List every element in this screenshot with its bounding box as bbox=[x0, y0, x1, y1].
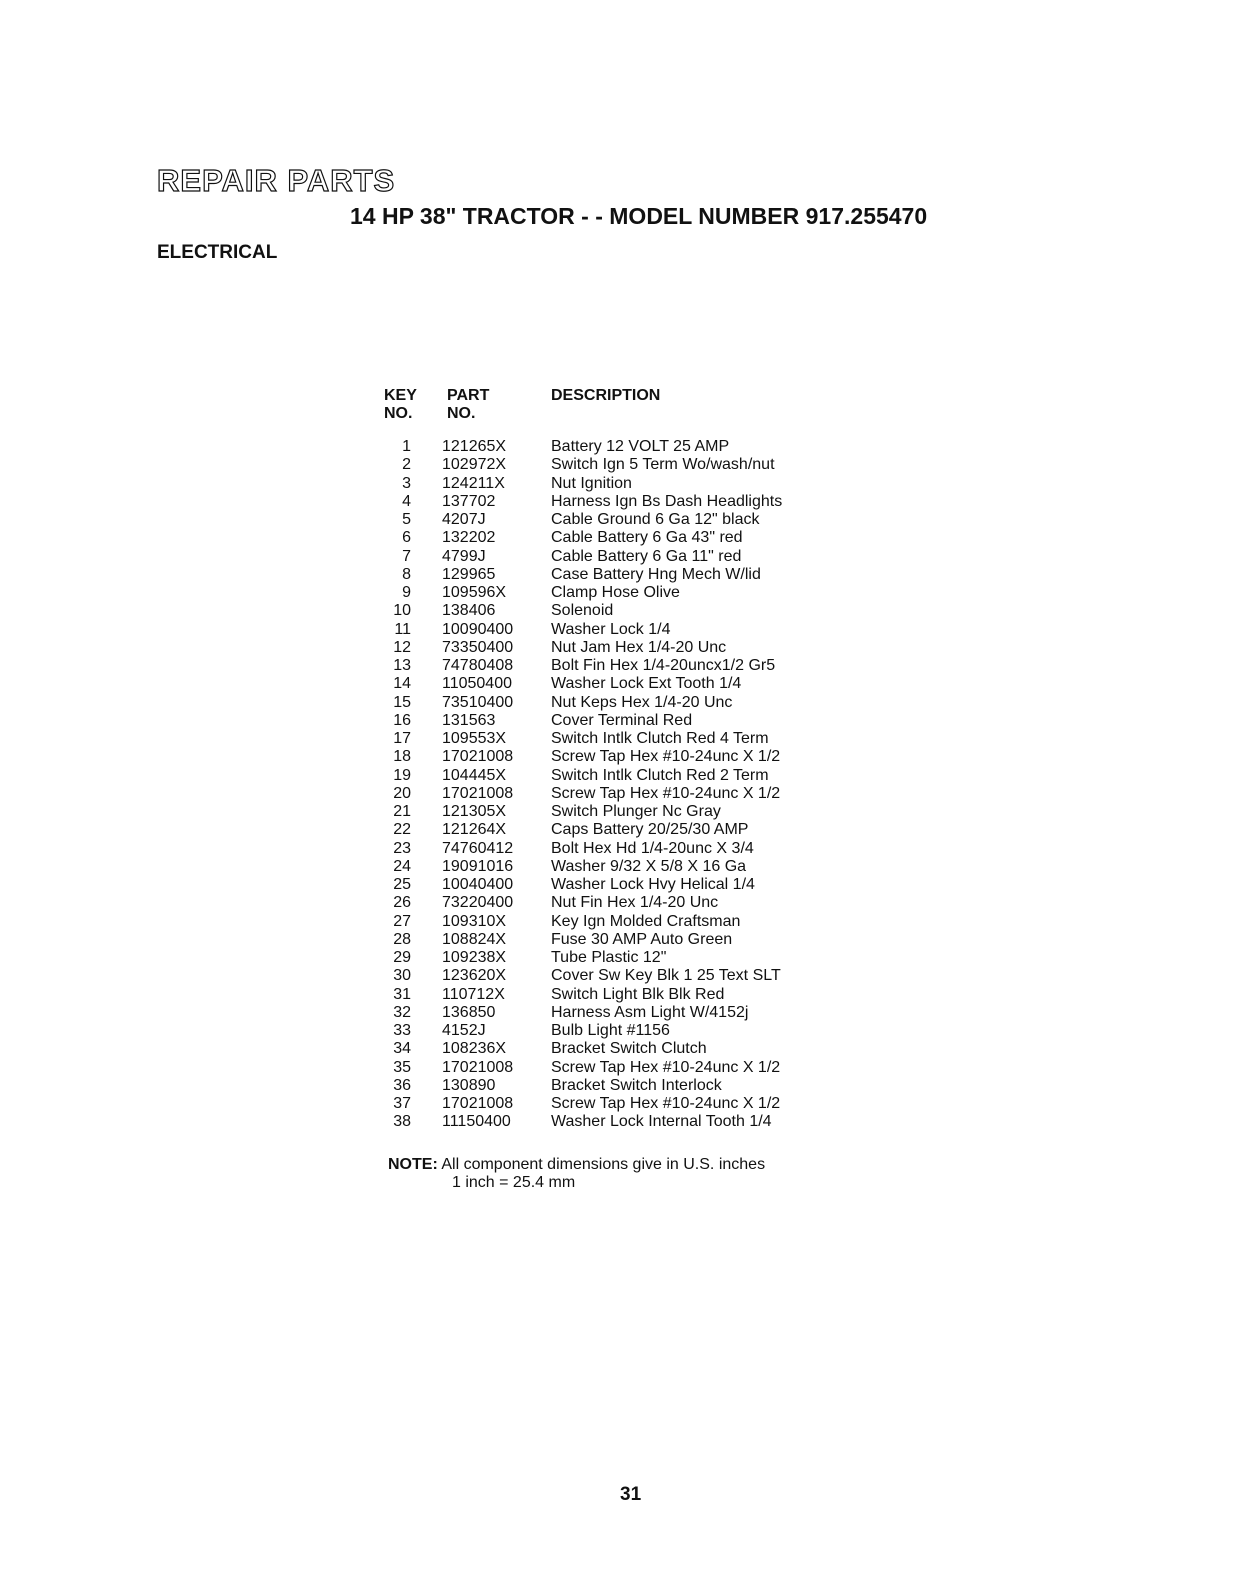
table-row bbox=[375, 986, 845, 1004]
part-number: 130890 bbox=[442, 1076, 496, 1094]
section-title: ELECTRICAL bbox=[157, 242, 278, 263]
key-number: 5 bbox=[402, 511, 411, 528]
table-row bbox=[375, 858, 845, 876]
part-description: Washer Lock Ext Tooth 1/4 bbox=[551, 675, 742, 693]
part-description: Tube Plastic 12" bbox=[551, 949, 667, 966]
part-description: Cable Battery 6 Ga 43" red bbox=[551, 529, 743, 547]
page-title: REPAIR PARTS bbox=[157, 163, 396, 198]
part-description: Cable Ground 6 Ga 12" black bbox=[551, 511, 760, 528]
key-number: 9 bbox=[402, 584, 411, 601]
part-description: Nut Ignition bbox=[551, 474, 632, 492]
key-number: 12 bbox=[393, 638, 411, 656]
model-subtitle: 14 HP 38" TRACTOR - - MODEL NUMBER 917.255470 bbox=[350, 203, 928, 229]
part-description: Bracket Switch Interlock bbox=[551, 1076, 722, 1094]
part-description: Harness Asm Light W/4152j bbox=[551, 1003, 749, 1021]
key-number: 23 bbox=[393, 839, 411, 857]
column-header-part bbox=[447, 387, 489, 423]
key-number: 34 bbox=[393, 1040, 411, 1058]
part-number: 138406 bbox=[442, 602, 496, 620]
part-description: Switch Plunger Nc Gray bbox=[551, 803, 721, 820]
part-number: 121264X bbox=[442, 821, 507, 839]
column-header-description: DESCRIPTION bbox=[551, 387, 661, 404]
part-description: Harness Ign Bs Dash Headlights bbox=[551, 492, 783, 510]
table-row bbox=[375, 894, 845, 912]
part-number: 109553X bbox=[442, 730, 507, 747]
part-number: 110712X bbox=[442, 985, 505, 1003]
key-number: 1 bbox=[402, 438, 411, 455]
part-number: 123620X bbox=[442, 967, 507, 985]
key-number: 14 bbox=[393, 675, 411, 693]
part-description: Switch Intlk Clutch Red 4 Term bbox=[551, 730, 769, 747]
column-header-part-line2: NO. bbox=[447, 405, 476, 422]
part-description: Nut Keps Hex 1/4-20 Unc bbox=[551, 693, 733, 711]
table-row bbox=[375, 1004, 845, 1022]
part-description: Screw Tap Hex #10-24unc X 1/2 bbox=[551, 1095, 781, 1112]
part-description: Cover Sw Key Blk 1 25 Text SLT bbox=[551, 967, 781, 985]
key-number: 25 bbox=[393, 876, 411, 893]
table-row bbox=[375, 548, 845, 566]
part-number: 131563 bbox=[442, 711, 496, 729]
part-number: 109596X bbox=[442, 584, 507, 601]
part-number: 104445X bbox=[442, 766, 507, 784]
key-number: 19 bbox=[393, 766, 411, 784]
key-number: 37 bbox=[393, 1095, 411, 1112]
table-row bbox=[375, 767, 845, 785]
table-row bbox=[375, 511, 845, 529]
part-description: Washer 9/32 X 5/8 X 16 Ga bbox=[551, 857, 747, 875]
table-row bbox=[375, 584, 845, 602]
key-number: 13 bbox=[393, 657, 411, 674]
key-number: 6 bbox=[402, 529, 411, 547]
note-line2: 1 inch = 25.4 mm bbox=[452, 1174, 576, 1191]
part-number: 109238X bbox=[442, 949, 507, 966]
table-row bbox=[375, 1077, 845, 1095]
key-number: 30 bbox=[393, 967, 411, 985]
key-number: 24 bbox=[393, 857, 411, 875]
key-number: 10 bbox=[393, 602, 411, 620]
key-number: 16 bbox=[393, 711, 411, 729]
part-number: 121305X bbox=[442, 803, 507, 820]
table-row bbox=[375, 840, 845, 858]
part-description: Clamp Hose Olive bbox=[551, 584, 680, 601]
key-number: 15 bbox=[393, 693, 411, 711]
part-number: 132202 bbox=[442, 529, 496, 547]
key-number: 7 bbox=[402, 547, 411, 565]
key-number: 38 bbox=[393, 1113, 411, 1131]
part-number: 19091016 bbox=[442, 857, 514, 875]
key-number: 27 bbox=[393, 912, 411, 930]
table-row bbox=[375, 566, 845, 584]
table-row bbox=[375, 1040, 845, 1058]
key-number: 32 bbox=[393, 1003, 411, 1021]
key-number: 33 bbox=[393, 1022, 411, 1039]
column-header-part-line1: PART bbox=[447, 387, 490, 404]
part-number: 108236X bbox=[442, 1040, 507, 1058]
part-description: Fuse 30 AMP Auto Green bbox=[551, 930, 733, 948]
key-number: 20 bbox=[393, 784, 411, 802]
part-description: Bulb Light #1156 bbox=[551, 1022, 670, 1039]
part-number: 17021008 bbox=[442, 1058, 514, 1076]
key-number: 17 bbox=[393, 730, 411, 747]
part-number: 11150400 bbox=[442, 1113, 511, 1131]
part-number: 4207J bbox=[442, 511, 486, 528]
part-description: Cover Terminal Red bbox=[551, 711, 693, 729]
part-description: Bracket Switch Clutch bbox=[551, 1040, 707, 1058]
part-description: Nut Fin Hex 1/4-20 Unc bbox=[551, 894, 719, 912]
page-number: 31 bbox=[620, 1484, 642, 1505]
part-number: 11050400 bbox=[442, 675, 512, 693]
part-number: 109310X bbox=[442, 912, 507, 930]
key-number: 29 bbox=[393, 949, 411, 966]
part-description: Case Battery Hng Mech W/lid bbox=[551, 565, 761, 583]
table-row bbox=[375, 785, 845, 803]
part-description: Battery 12 VOLT 25 AMP bbox=[551, 438, 730, 455]
part-number: 102972X bbox=[442, 456, 507, 474]
part-number: 17021008 bbox=[442, 748, 514, 766]
note-line1: All component dimensions give in U.S. inches bbox=[441, 1156, 766, 1173]
table-row bbox=[375, 931, 845, 949]
part-number: 17021008 bbox=[442, 784, 514, 802]
part-description: Screw Tap Hex #10-24unc X 1/2 bbox=[551, 784, 781, 802]
key-number: 18 bbox=[393, 748, 411, 766]
table-row bbox=[375, 913, 845, 931]
key-number: 26 bbox=[393, 894, 411, 912]
part-number: 10090400 bbox=[442, 620, 514, 638]
table-row bbox=[375, 730, 845, 748]
table-row bbox=[375, 949, 845, 967]
parts-list bbox=[375, 438, 845, 1132]
part-description: Washer Lock 1/4 bbox=[551, 620, 671, 638]
table-row bbox=[375, 602, 845, 620]
part-number: 137702 bbox=[442, 492, 496, 510]
table-row bbox=[375, 639, 845, 657]
table-row bbox=[375, 1095, 845, 1113]
part-description: Key Ign Molded Craftsman bbox=[551, 912, 741, 930]
part-number: 10040400 bbox=[442, 876, 514, 893]
table-row bbox=[375, 1022, 845, 1040]
table-row bbox=[375, 621, 845, 639]
part-description: Solenoid bbox=[551, 602, 614, 620]
table-row bbox=[375, 657, 845, 675]
key-number: 21 bbox=[393, 803, 411, 820]
table-row bbox=[375, 694, 845, 712]
note bbox=[388, 1156, 765, 1192]
part-number: 136850 bbox=[442, 1003, 496, 1021]
table-row bbox=[375, 876, 845, 894]
column-header-key bbox=[384, 387, 417, 423]
part-description: Washer Lock Internal Tooth 1/4 bbox=[551, 1113, 772, 1131]
key-number: 28 bbox=[393, 930, 411, 948]
key-number: 3 bbox=[402, 474, 411, 492]
part-number: 4799J bbox=[442, 547, 486, 565]
key-number: 8 bbox=[402, 565, 411, 583]
key-number: 22 bbox=[393, 821, 411, 839]
part-description: Switch Light Blk Blk Red bbox=[551, 985, 725, 1003]
table-row bbox=[375, 967, 845, 985]
key-number: 31 bbox=[393, 985, 411, 1003]
table-row bbox=[375, 456, 845, 474]
key-number: 36 bbox=[393, 1076, 411, 1094]
table-row bbox=[375, 821, 845, 839]
part-number: 129965 bbox=[442, 565, 496, 583]
part-description: Nut Jam Hex 1/4-20 Unc bbox=[551, 638, 727, 656]
part-description: Washer Lock Hvy Helical 1/4 bbox=[551, 876, 755, 893]
table-row bbox=[375, 438, 845, 456]
part-number: 121265X bbox=[442, 438, 507, 455]
part-description: Screw Tap Hex #10-24unc X 1/2 bbox=[551, 1058, 781, 1076]
table-row bbox=[375, 529, 845, 547]
part-number: 74780408 bbox=[442, 657, 514, 674]
part-number: 73350400 bbox=[442, 638, 514, 656]
part-description: Bolt Fin Hex 1/4-20uncx1/2 Gr5 bbox=[551, 657, 776, 674]
table-row bbox=[375, 803, 845, 821]
part-number: 4152J bbox=[442, 1022, 486, 1039]
table-row bbox=[375, 475, 845, 493]
table-row bbox=[375, 748, 845, 766]
table-row bbox=[375, 712, 845, 730]
note-label: NOTE: bbox=[388, 1156, 438, 1173]
part-number: 73220400 bbox=[442, 894, 514, 912]
part-description: Caps Battery 20/25/30 AMP bbox=[551, 821, 749, 839]
part-description: Cable Battery 6 Ga 11" red bbox=[551, 547, 742, 565]
part-number: 108824X bbox=[442, 930, 507, 948]
part-number: 74760412 bbox=[442, 839, 514, 857]
key-number: 4 bbox=[402, 492, 411, 510]
part-number: 17021008 bbox=[442, 1095, 514, 1112]
part-number: 124211X bbox=[442, 474, 505, 492]
part-description: Switch Intlk Clutch Red 2 Term bbox=[551, 766, 769, 784]
key-number: 11 bbox=[394, 620, 411, 638]
table-row bbox=[375, 493, 845, 511]
key-number: 35 bbox=[393, 1058, 411, 1076]
part-number: 73510400 bbox=[442, 693, 514, 711]
table-row bbox=[375, 1059, 845, 1077]
column-header-key-line1: KEY bbox=[384, 387, 417, 404]
part-description: Bolt Hex Hd 1/4-20unc X 3/4 bbox=[551, 839, 754, 857]
column-header-key-line2: NO. bbox=[384, 405, 413, 422]
table-row bbox=[375, 1113, 845, 1131]
key-number: 2 bbox=[402, 456, 411, 474]
part-description: Screw Tap Hex #10-24unc X 1/2 bbox=[551, 748, 781, 766]
table-row bbox=[375, 675, 845, 693]
part-description: Switch Ign 5 Term Wo/wash/nut bbox=[551, 456, 775, 474]
